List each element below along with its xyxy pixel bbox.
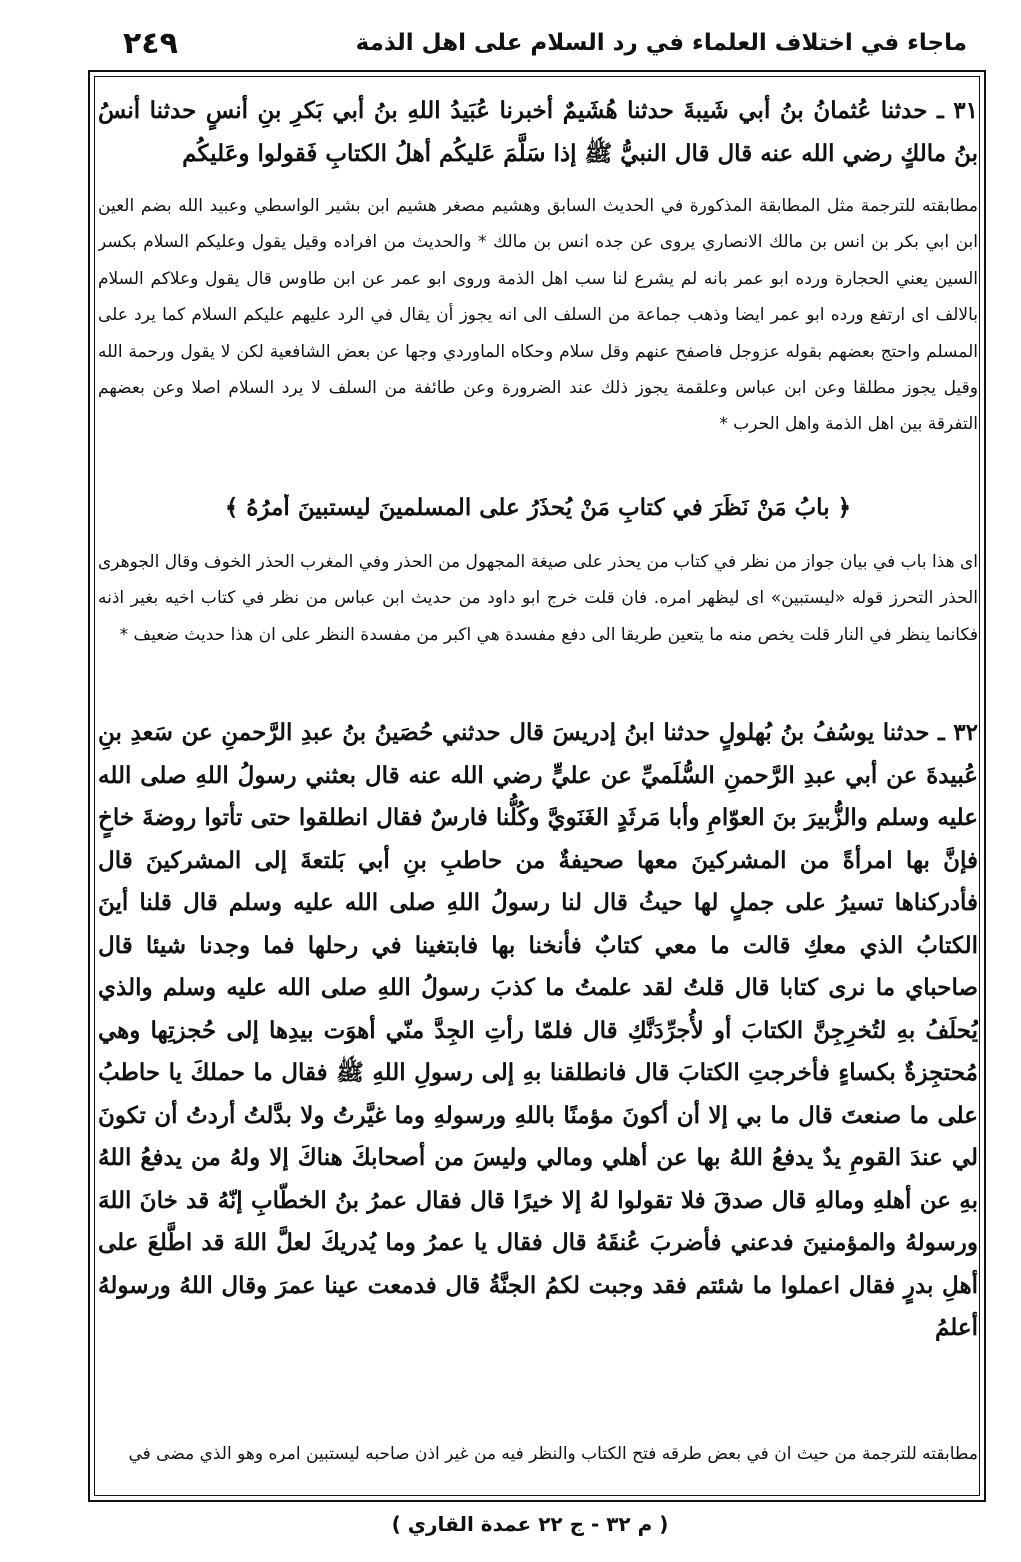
chapter-heading: ﴿ بابُ مَنْ نَظَرَ في كتابِ مَنْ يُحذَرُ على المسلمينَ ليستبينَ أمرُهُ ﴾ (224, 494, 852, 521)
page-header (95, 22, 985, 66)
running-title: ماجاء في اختلاف العلماء في رد السلام على اهل الذمة (355, 30, 967, 56)
commentary-hadith-31: مطابقته للترجمة مثل المطابقة المذكورة في الحديث السابق وهشيم مصغر هشيم ابن بشير الواسطي وعبيد الله بضم العين ابن ابي بكر بن انس بن مالك الانصاري يروى عن جده انس بن مالك * والحديث من افراده وقيل يقول وعليكم السلام بكسر السين يعني الحجارة ورده ابو عمر بانه لم يشرع لنا سب اهل الذمة وروى ابو عمر عن ابن طاوس قال يقول وعلاكم السلام بالالف اى ارتفع ورده ابو عمر ايضا وذهب جماعة من السلف الى انه يجوز أن يقال في الرد عليهم عليكم السلام كما يرد على المسلم واحتج بعضهم بقوله عزوجل فاصفح عنهم وقل سلام وحكاه الماوردي وجها عن بعض الشافعية لكن لا يقول ورحمة الله وقيل يجوز مطلقا وعن ابن عباس وعلقمة يجوز ذلك عند الضرورة وعن طائفة من السلف لا يرد السلام اصلا وعن بعضهم التفرقة بين اهل الذمة واهل الحرب * (98, 196, 978, 435)
commentary-hadith-32: مطابقته للترجمة من حيث ان في بعض طرقه فتح الكتاب والنظر فيه من غير اذن صاحبه ليستبين امره وهو الذي مضى في (128, 1444, 978, 1464)
page-number: ٢٤٩ (123, 26, 178, 61)
hadith-32: ٣٢ ـ حدثنا يوسُفُ بنُ بُهلولٍ حدثنا ابنُ إدريسَ قال حدثني حُصَينُ بنُ عبدِ الرَّحمنِ عن سَعدِ بنِ عُبيدةَ عن أبي عبدِ الرَّحمنِ السُّلَميِّ عن عليٍّ رضي الله عنه قال بعثني رسولُ اللهِ صلى الله عليه وسلم والزُّبيرَ بنَ العوّامِ وأبا مَرثَدٍ الغَنَويَّ وكُلُّنا فارسٌ فقال انطلقوا حتى تأتوا روضةَ خاخٍ فإنَّ بها امرأةً من المشركينَ معها صحيفةٌ من حاطبِ بنِ أبي بَلتعةَ إلى المشركينَ قال فأدركناها تسيرُ على جملٍ لها حيثُ قال لنا رسولُ اللهِ صلى الله عليه وسلم قال قلنا أينَ الكتابُ الذي معكِ قالت ما معي كتابٌ فأنخنا بها فابتغينا في رحلها فما وجدنا شيئا قال صاحباي ما نرى كتابا قال قلتُ لقد علمتُ ما كذبَ رسولُ اللهِ صلى الله عليه وسلم والذي يُحلَفُ بهِ لتُخرِجِنَّ الكتابَ أو لأُجرِّدَنَّكِ قال فلمّا رأتِ الجِدَّ منّي أهوَت بيدِها إلى حُجزتِها وهي مُحتجِزةٌ بكساءٍ فأخرجتِ الكتابَ قال فانطلقنا بهِ إلى رسولِ اللهِ ﷺ فقال ما حملكَ يا حاطبُ على ما صنعتَ قال ما بي إلا أن أكونَ مؤمنًا باللهِ ورسولهِ وما غيَّرتُ ولا بدَّلتُ أردتُ أن تكونَ لي عندَ القومِ يدٌ يدفعُ اللهُ بها عن أهلي ومالي وليسَ من أصحابكَ هناكَ إلا ولهُ من يدفعُ اللهُ بهِ عن أهلهِ ومالهِ قال صدقَ فلا تقولوا لهُ إلا خيرًا قال فقال عمرُ بنُ الخطّابِ إنّهُ قد خانَ اللهَ ورسولهُ والمؤمنينَ فدعني فأضربَ عُنقَهُ قال فقال يا عمرُ وما يُدريكَ لعلَّ اللهَ قد اطَّلعَ على أهلِ بدرٍ فقال اعملوا ما شئتم فقد وجبت لكمُ الجنَّةُ قال فدمعت عينا عمرَ وقال اللهُ ورسولهُ أعلمُ (98, 719, 978, 1341)
chapter-commentary: اى هذا باب في بيان جواز من نظر في كتاب من يحذر على صيغة المجهول من الحذر وفي المغرب الحذر الخوف وقال الجوهرى الحذر التحرز قوله «ليستبين» اى ليظهر امره. فان قلت خرج ابو داود من حديث ابن عباس من نظر في كتاب اخيه بغير اذنه فكانما ينظر في النار قلت يخص منه ما يتعين طريقا الى دفع مفسدة هي اكبر من مفسدة النظر على ان هذا حديث ضعيف * (98, 552, 978, 645)
volume-footer-note: ( م ٣٢ - ج ٢٢ عمدة القاري ) (391, 1512, 669, 1536)
hadith-31: ٣١ ـ حدثنا عُثمانُ بنُ أبي شَيبةَ حدثنا هُشَيمٌ أخبرنا عُبَيدُ اللهِ بنُ أبي بَكرِ بنِ أنسٍ حدثنا أنسُ بنُ مالكٍ رضي الله عنه قال قال النبيُّ ﷺ إذا سَلَّمَ عَليكُم أهلُ الكتابِ فَقولوا وعَليكُم (98, 97, 978, 167)
